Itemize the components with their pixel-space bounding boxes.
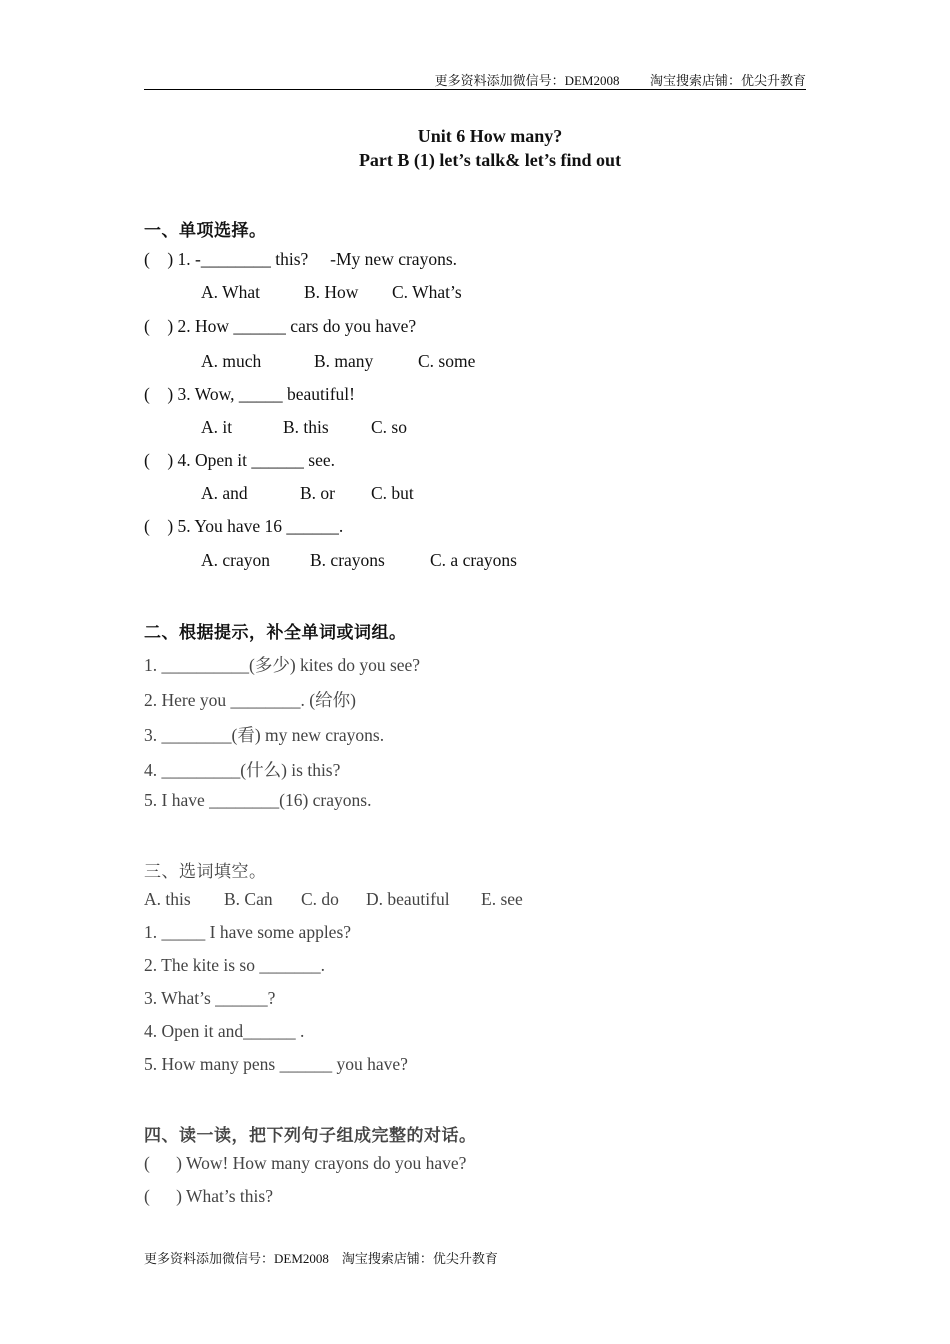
option-c: C. a crayons	[430, 550, 517, 570]
option-b: B. this	[283, 417, 329, 437]
question-stem: ( ) 5. You have 16 ______.	[144, 516, 344, 536]
page-header	[144, 70, 806, 90]
word-choice: B. Can	[224, 889, 273, 909]
fill-item: 4. Open it and______ .	[144, 1021, 305, 1041]
fill-item: 1. __________(多少) kites do you see?	[144, 655, 421, 675]
section1-heading: 一、单项选择。	[144, 221, 267, 240]
option-a: A. it	[201, 417, 233, 437]
option-c: C. some	[418, 351, 476, 371]
fill-item: 3. ________(看) my new crayons.	[144, 725, 385, 745]
option-b: B. or	[300, 483, 335, 503]
option-a: A. What	[201, 282, 260, 302]
section4-heading: 四、读一读，把下列句子组成完整的对话。	[144, 1126, 477, 1145]
word-choice: D. beautiful	[366, 889, 450, 909]
fill-item: 5. I have ________(16) crayons.	[144, 790, 372, 810]
option-c: C. so	[371, 417, 407, 437]
fill-item: 5. How many pens ______ you have?	[144, 1054, 408, 1074]
part-title: Part B (1) let’s talk& let’s find out	[358, 150, 622, 170]
header-shop: 淘宝搜索店铺：优尖升教育	[649, 73, 806, 88]
unit-title: Unit 6 How many?	[417, 126, 563, 146]
dialogue-item: ( ) What’s this?	[144, 1186, 273, 1206]
option-b: B. many	[314, 351, 374, 371]
question-stem: ( ) 2. How ______ cars do you have?	[144, 316, 417, 336]
fill-item: 3. What’s ______?	[144, 988, 276, 1008]
word-choice: E. see	[481, 889, 523, 909]
fill-item: 1. _____ I have some apples?	[144, 922, 352, 942]
page-footer: 更多资料添加微信号：DEM2008 淘宝搜索店铺：优尖升教育	[144, 1251, 498, 1266]
fill-item: 2. Here you ________. (给你)	[144, 690, 356, 710]
option-a: A. crayon	[201, 550, 271, 570]
header-wechat: 更多资料添加微信号：DEM2008	[434, 73, 620, 88]
option-c: C. What’s	[392, 282, 462, 302]
option-b: B. How	[304, 282, 359, 302]
question-stem: ( ) 4. Open it ______ see.	[144, 450, 336, 470]
option-a: A. much	[201, 351, 262, 371]
section2-heading: 二、根据提示，补全单词或词组。	[144, 623, 407, 642]
section3-heading: 三、选词填空。	[144, 862, 267, 881]
word-choice: C. do	[301, 889, 339, 909]
fill-item: 2. The kite is so _______.	[144, 955, 325, 975]
option-a: A. and	[201, 483, 248, 503]
option-b: B. crayons	[310, 550, 385, 570]
word-choice: A. this	[144, 889, 191, 909]
question-stem: ( ) 3. Wow, _____ beautiful!	[144, 384, 355, 404]
dialogue-item: ( ) Wow! How many crayons do you have?	[144, 1153, 467, 1173]
option-c: C. but	[371, 483, 414, 503]
question-stem: ( ) 1. -________ this? -My new crayons.	[144, 249, 458, 269]
fill-item: 4. _________(什么) is this?	[144, 760, 341, 780]
